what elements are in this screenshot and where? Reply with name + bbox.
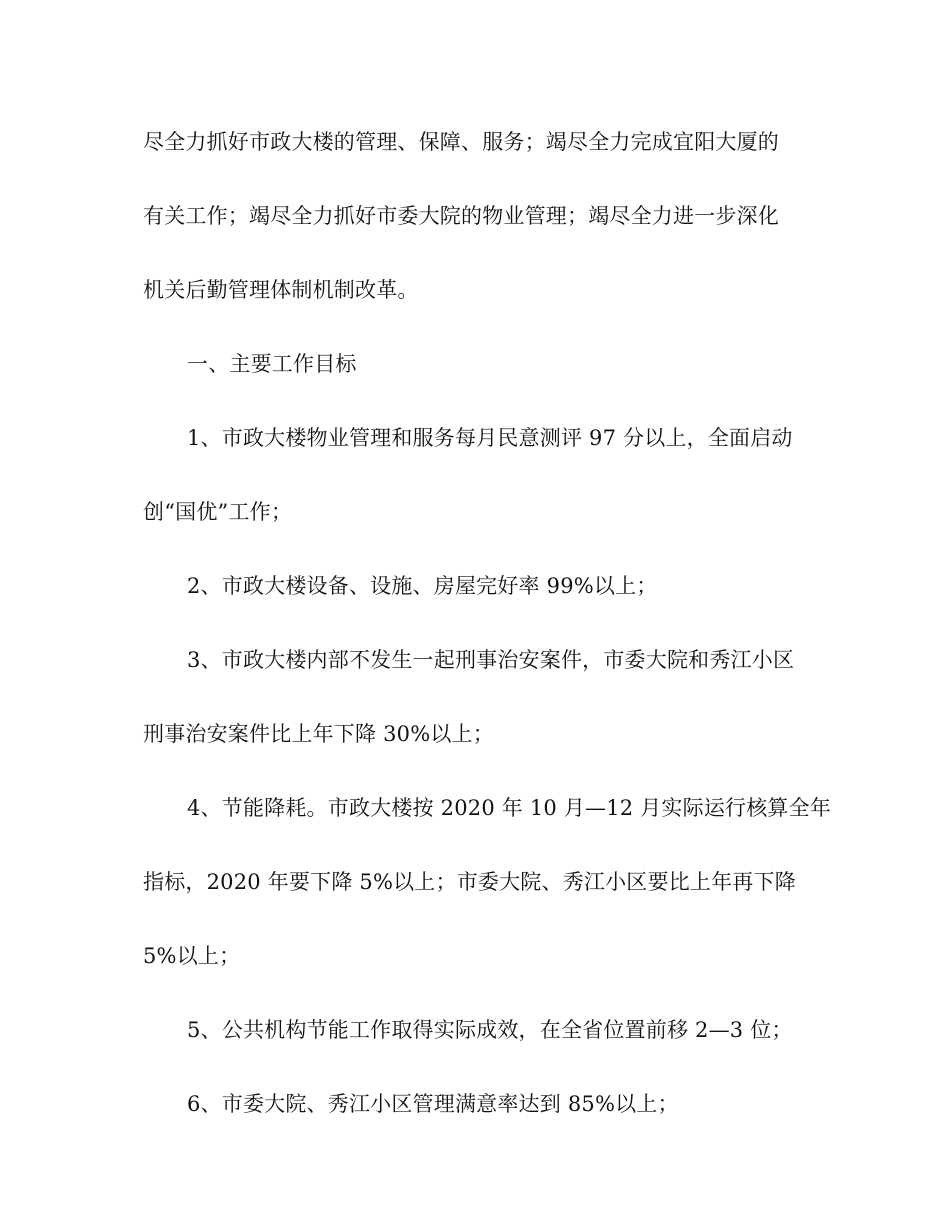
list-item-continuation: 指标，2020 年要下降 5%以上；市委大院、秀江小区要比上年再下降 [143, 870, 796, 894]
section-heading: 一、主要工作目标 [187, 352, 357, 376]
list-item: 6、市委大院、秀江小区管理满意率达到 85%以上； [187, 1092, 679, 1116]
list-item: 2、市政大楼设备、设施、房屋完好率 99%以上； [187, 574, 658, 598]
list-item-continuation: 创“国优”工作； [143, 500, 293, 524]
list-item: 1、市政大楼物业管理和服务每月民意测评 97 分以上，全面启动 [187, 426, 793, 450]
body-line: 有关工作；竭尽全力抓好市委大院的物业管理；竭尽全力进一步深化 [143, 204, 779, 228]
document-body [143, 122, 832, 1158]
list-item: 3、市政大楼内部不发生一起刑事治安案件，市委大院和秀江小区 [187, 648, 795, 672]
list-item: 4、节能降耗。市政大楼按 2020 年 10 月—12 月实际运行核算全年 [187, 796, 832, 820]
list-item: 5、公共机构节能工作取得实际成效，在全省位置前移 2—3 位； [187, 1018, 793, 1042]
body-line: 尽全力抓好市政大楼的管理、保障、服务；竭尽全力完成宜阳大厦的 [143, 130, 779, 154]
list-item-continuation: 刑事治安案件比上年下降 30%以上； [143, 722, 494, 746]
list-item-continuation: 5%以上； [143, 944, 241, 968]
body-line: 机关后勤管理体制机制改革。 [143, 278, 419, 302]
